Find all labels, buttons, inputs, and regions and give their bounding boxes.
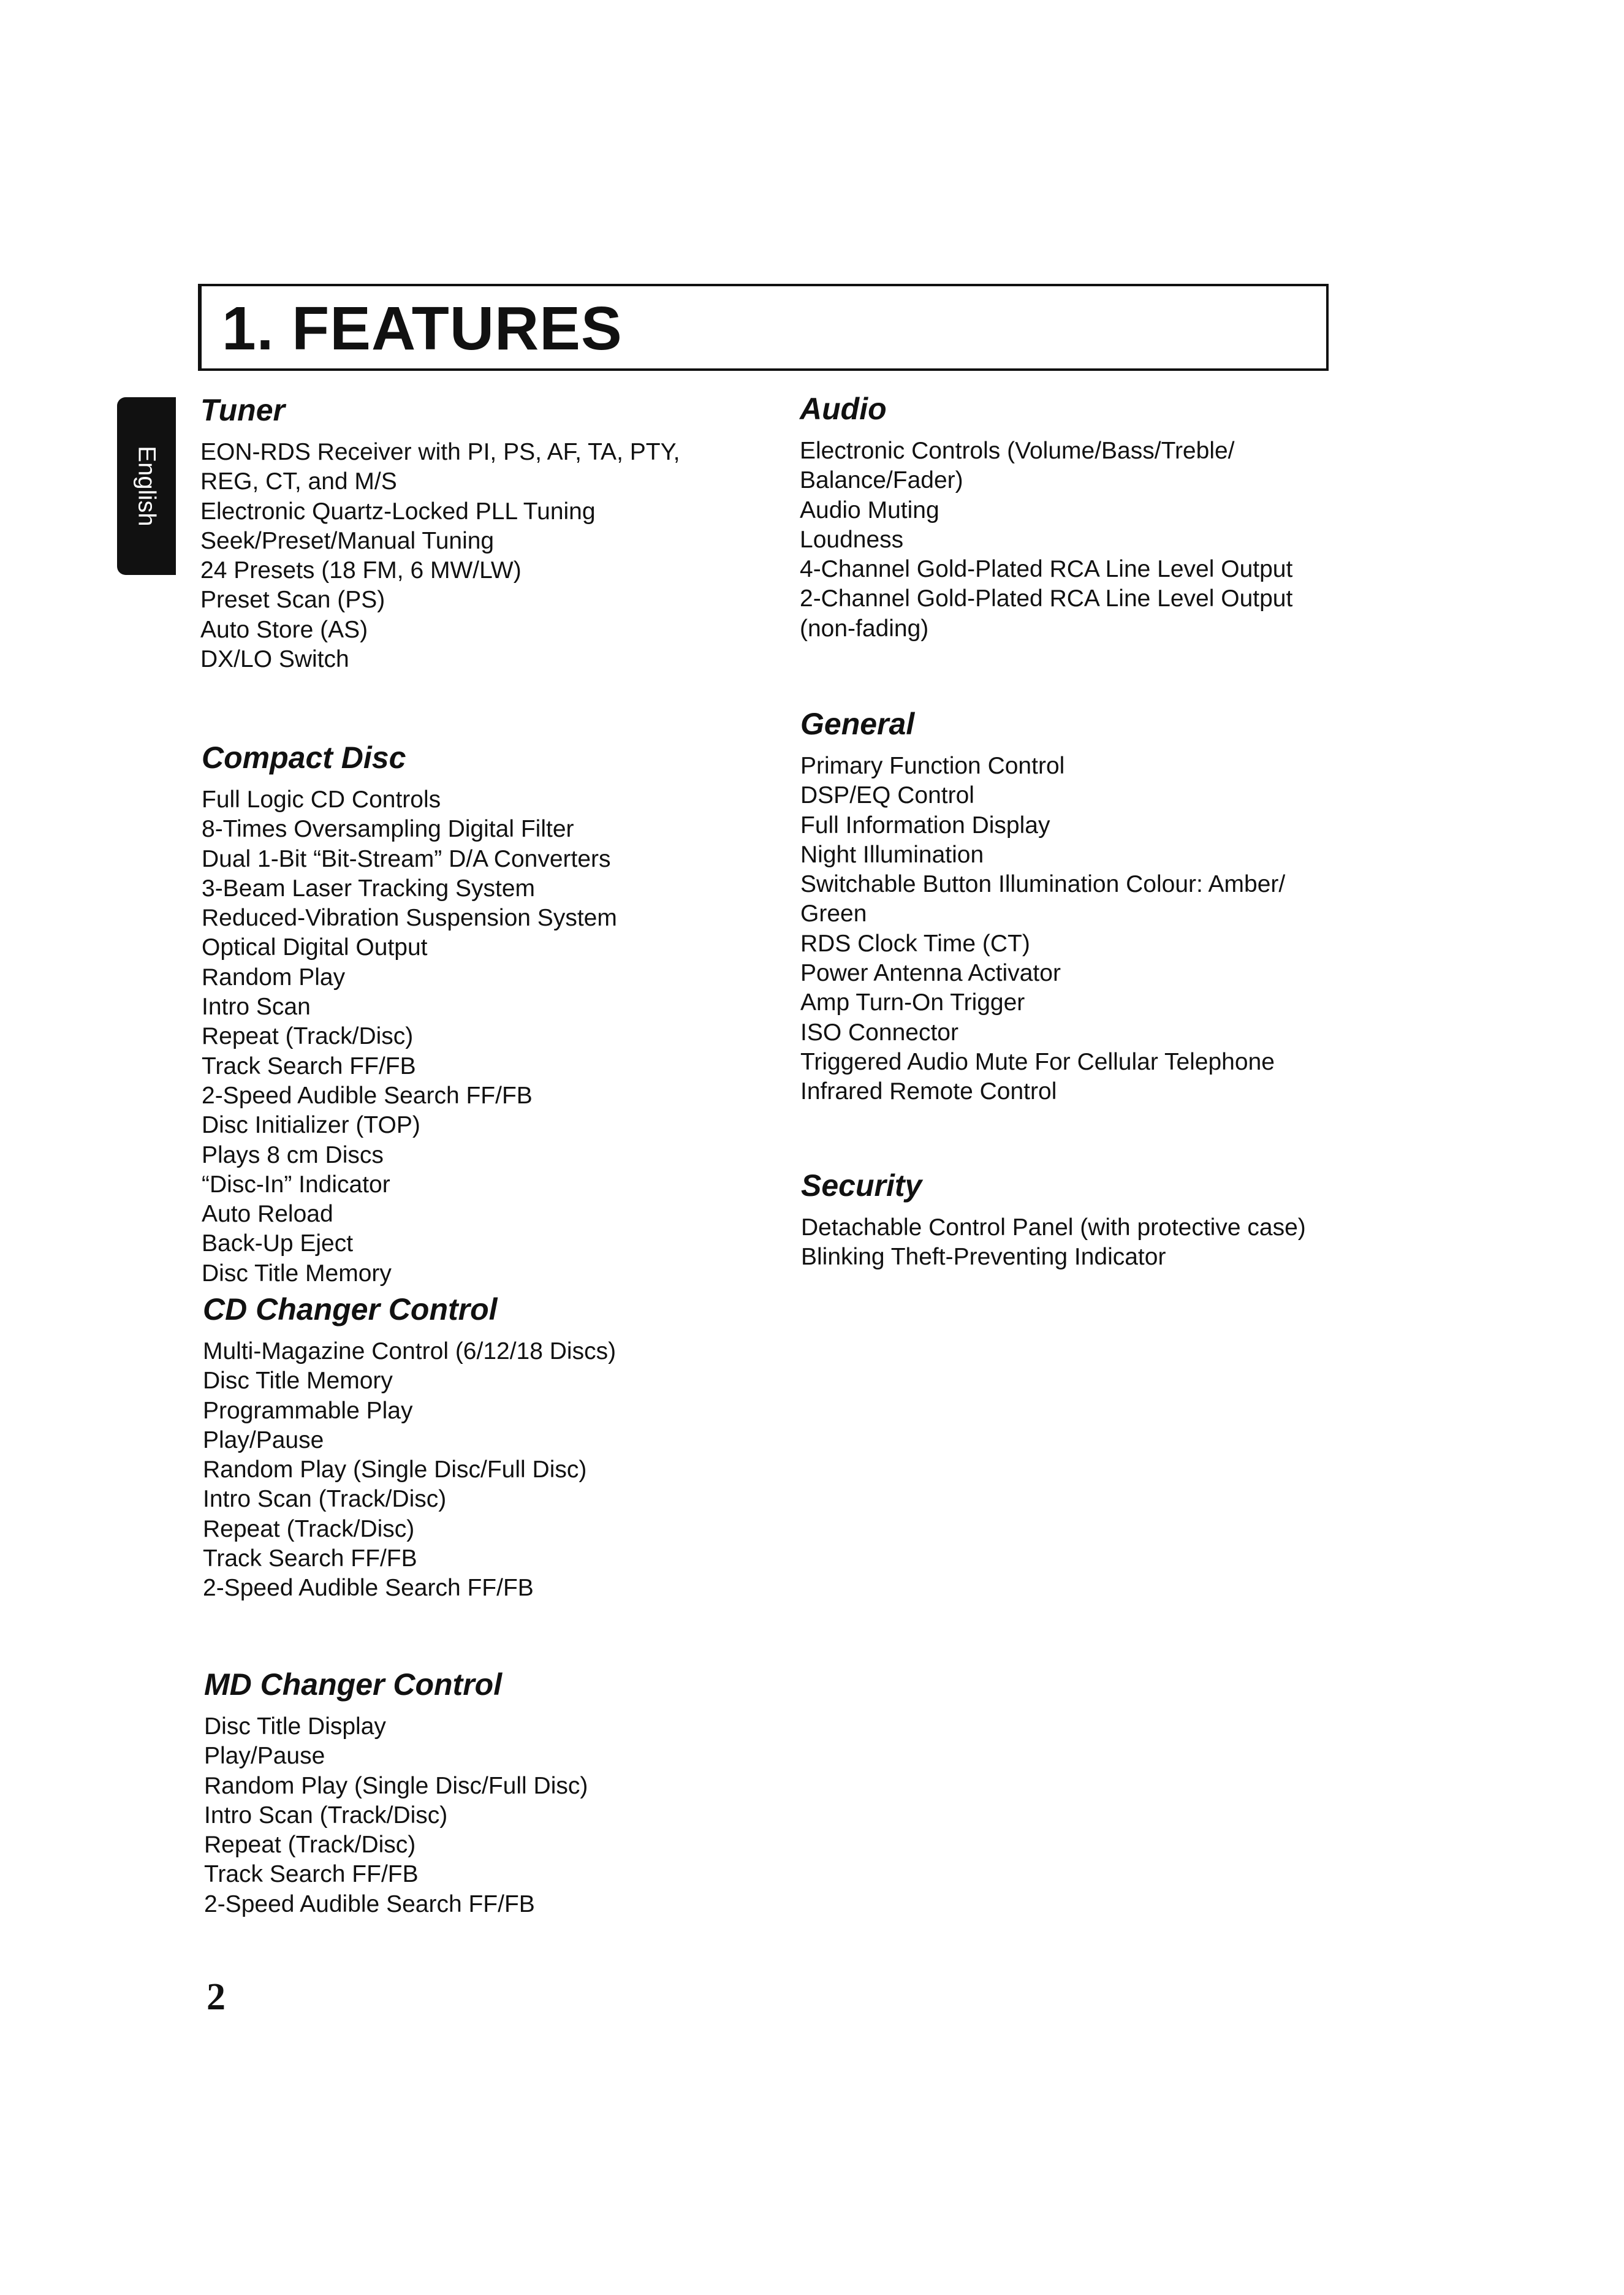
section-audio <box>800 390 1292 644</box>
section-cd-changer-control <box>203 1290 616 1604</box>
feature-item: Optical Digital Output <box>202 934 428 961</box>
feature-item: 3-Beam Laser Tracking System <box>202 875 536 902</box>
feature-item: Disc Title Display <box>204 1713 386 1740</box>
feature-item: Primary Function Control <box>800 753 1065 779</box>
feature-item: Play/Pause <box>204 1743 325 1770</box>
section-heading-general: General <box>800 707 915 741</box>
section-tuner <box>200 391 680 674</box>
feature-item: 4-Channel Gold-Plated RCA Line Level Output <box>800 556 1293 583</box>
feature-item: Triggered Audio Mute For Cellular Telephone <box>800 1048 1275 1075</box>
feature-item: Intro Scan (Track/Disc) <box>203 1486 447 1513</box>
feature-item: Electronic Controls (Volume/Bass/Treble/ <box>800 438 1235 464</box>
feature-item: Plays 8 cm Discs <box>202 1141 384 1168</box>
feature-item: Electronic Quartz-Locked PLL Tuning <box>200 498 596 525</box>
feature-list-tuner <box>200 438 680 674</box>
page-number: 2 <box>207 1976 226 2018</box>
feature-item: Back-Up Eject <box>202 1230 354 1257</box>
feature-item: Full Information Display <box>800 812 1050 839</box>
feature-list-security <box>801 1213 1306 1273</box>
language-tab-label: English <box>133 446 161 527</box>
section-general <box>800 705 1285 1107</box>
feature-item: Detachable Control Panel (with protective case) <box>801 1214 1306 1241</box>
feature-item: Multi-Magazine Control (6/12/18 Discs) <box>203 1338 617 1364</box>
feature-item: Auto Store (AS) <box>200 616 368 643</box>
feature-list-audio <box>800 436 1292 644</box>
feature-item: Auto Reload <box>202 1201 333 1228</box>
feature-item: Disc Initializer (TOP) <box>202 1112 420 1139</box>
feature-item: Repeat (Track/Disc) <box>202 1023 414 1050</box>
section-compact-disc <box>202 739 617 1288</box>
feature-item: Track Search FF/FB <box>204 1861 419 1888</box>
feature-item: Random Play <box>202 964 346 991</box>
feature-item: ISO Connector <box>800 1019 958 1046</box>
feature-item: DSP/EQ Control <box>800 782 974 809</box>
feature-item: EON-RDS Receiver with PI, PS, AF, TA, PTY, <box>200 439 680 465</box>
feature-item: Seek/Preset/Manual Tuning <box>200 527 495 554</box>
feature-item: (non-fading) <box>800 615 929 642</box>
feature-list-compact-disc <box>202 785 617 1288</box>
feature-item: Intro Scan (Track/Disc) <box>204 1802 448 1829</box>
feature-item: Audio Muting <box>800 497 939 523</box>
feature-list-md-changer-control <box>204 1712 588 1919</box>
section-heading-cd-changer-control: CD Changer Control <box>203 1292 498 1326</box>
feature-item: Switchable Button Illumination Colour: Amber/ <box>800 871 1286 898</box>
feature-item: Random Play (Single Disc/Full Disc) <box>203 1456 587 1483</box>
feature-item: 2-Speed Audible Search FF/FB <box>204 1890 535 1917</box>
feature-item: 2-Channel Gold-Plated RCA Line Level Output <box>800 585 1293 612</box>
feature-item: Blinking Theft-Preventing Indicator <box>801 1244 1166 1271</box>
section-heading-security: Security <box>801 1168 922 1203</box>
feature-item: Track Search FF/FB <box>202 1052 416 1079</box>
feature-item: Disc Title Memory <box>202 1260 392 1287</box>
feature-item: 24 Presets (18 FM, 6 MW/LW) <box>200 557 522 584</box>
language-tab <box>117 397 176 575</box>
feature-item: Disc Title Memory <box>203 1368 393 1395</box>
feature-item: Full Logic CD Controls <box>202 786 441 813</box>
feature-item: DX/LO Switch <box>200 646 349 673</box>
section-heading-compact-disc: Compact Disc <box>202 740 406 775</box>
feature-item: REG, CT, and M/S <box>200 468 397 495</box>
section-heading-tuner: Tuner <box>200 393 285 427</box>
feature-item: Loudness <box>800 526 904 553</box>
feature-item: 2-Speed Audible Search FF/FB <box>203 1575 534 1602</box>
features-title-box <box>198 284 1329 371</box>
feature-item: Repeat (Track/Disc) <box>203 1515 415 1542</box>
feature-item: Night Illumination <box>800 841 984 868</box>
feature-list-cd-changer-control <box>203 1337 616 1604</box>
feature-item: Reduced-Vibration Suspension System <box>202 905 617 932</box>
feature-item: “Disc-In” Indicator <box>202 1171 390 1198</box>
feature-item: Preset Scan (PS) <box>200 587 385 614</box>
feature-item: Track Search FF/FB <box>203 1545 417 1572</box>
feature-item: 8-Times Oversampling Digital Filter <box>202 816 574 843</box>
section-security <box>801 1167 1306 1273</box>
feature-list-general <box>800 752 1285 1107</box>
feature-item: Programmable Play <box>203 1397 413 1424</box>
feature-item: Random Play (Single Disc/Full Disc) <box>204 1772 588 1799</box>
feature-item: Repeat (Track/Disc) <box>204 1832 416 1859</box>
feature-item: Infrared Remote Control <box>800 1078 1057 1105</box>
section-md-changer-control <box>204 1665 588 1919</box>
feature-item: RDS Clock Time (CT) <box>800 930 1030 957</box>
feature-item: Balance/Fader) <box>800 467 963 494</box>
feature-item: Dual 1-Bit “Bit-Stream” D/A Converters <box>202 845 611 872</box>
feature-item: 2-Speed Audible Search FF/FB <box>202 1082 533 1109</box>
feature-item: Amp Turn-On Trigger <box>800 989 1025 1016</box>
feature-item: Green <box>800 900 867 927</box>
page-title: 1. FEATURES <box>222 294 623 363</box>
section-heading-md-changer-control: MD Changer Control <box>204 1667 503 1702</box>
section-heading-audio: Audio <box>800 392 887 426</box>
feature-item: Intro Scan <box>202 994 311 1021</box>
feature-item: Play/Pause <box>203 1426 324 1453</box>
feature-item: Power Antenna Activator <box>800 960 1061 987</box>
